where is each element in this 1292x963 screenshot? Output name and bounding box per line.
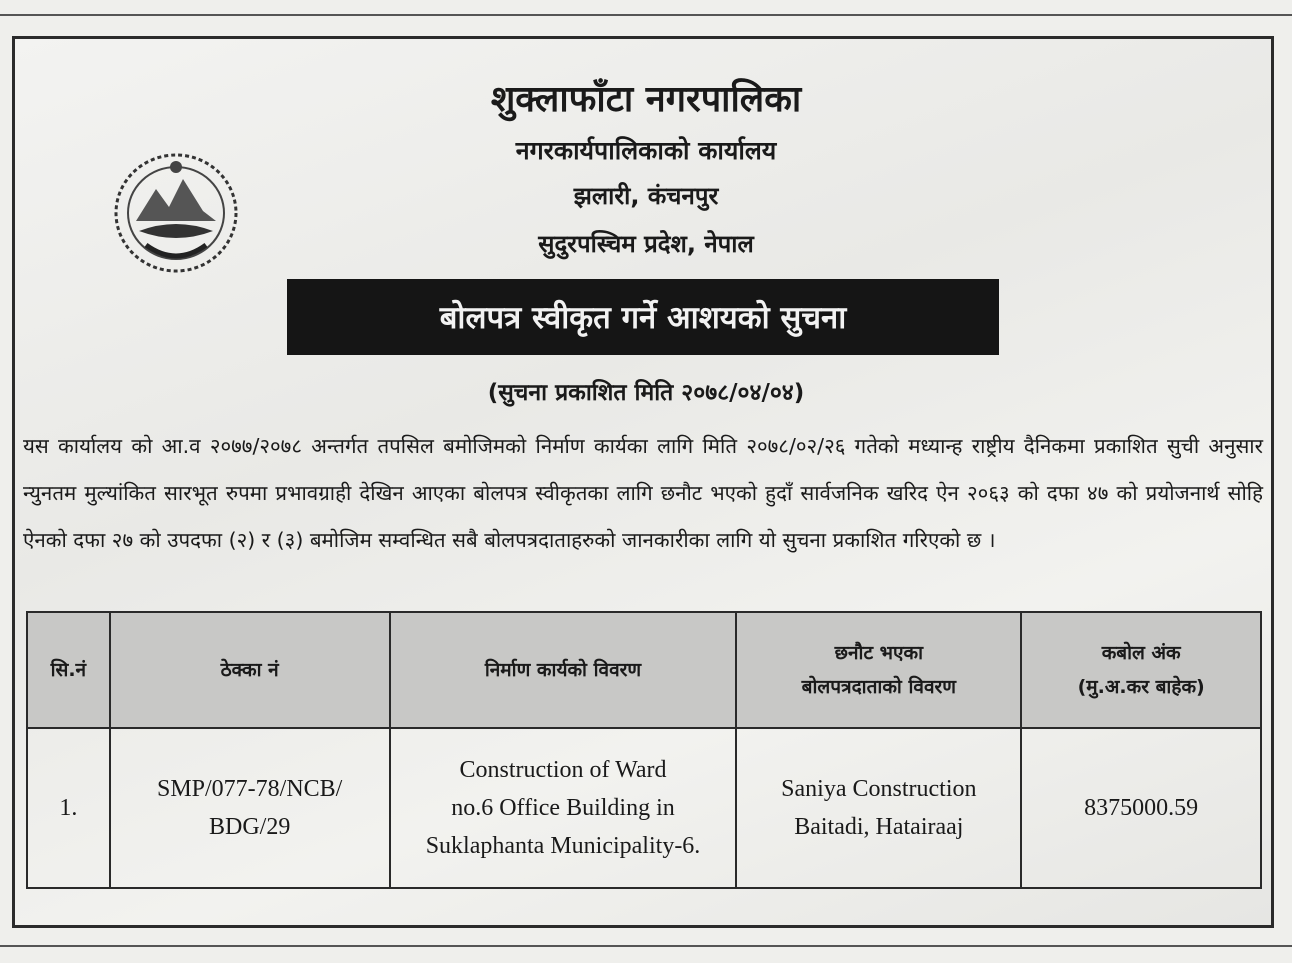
notice-title: बोलपत्र स्वीकृत गर्ने आशयको सुचना <box>287 279 999 355</box>
header-amount-line1: कबोल अंक <box>1101 642 1181 664</box>
contract-no-line1: SMP/077-78/NCB/ <box>156 776 343 802</box>
header-serial-no: सि.नं <box>27 612 110 728</box>
office-name: नगरकार्यपालिकाको कार्यालय <box>515 136 777 165</box>
header-amount-line2: (मु.अ.कर बाहेक) <box>1077 676 1205 698</box>
header-bidder-details <box>736 612 1021 728</box>
notice-frame <box>12 36 1274 928</box>
cell-work-description <box>390 728 737 888</box>
description-line3: Suklaphanta Municipality-6. <box>425 833 701 859</box>
bottom-rule <box>0 945 1292 947</box>
cell-bidder-details <box>736 728 1021 888</box>
province-country: सुदुरपस्चिम प्रदेश, नेपाल <box>538 230 754 258</box>
cell-contract-no <box>110 728 390 888</box>
bidder-line2: Baitadi, Hatairaaj <box>794 814 964 840</box>
cell-bid-amount: 8375000.59 <box>1021 728 1261 888</box>
header-bid-amount <box>1021 612 1261 728</box>
description-line1: Construction of Ward <box>459 757 667 783</box>
publication-date: (सुचना प्रकाशित मिति २०७८/०४/०४) <box>487 380 805 406</box>
tender-table <box>26 611 1262 889</box>
contract-no-line2: BDG/29 <box>209 814 291 840</box>
municipality-name: शुक्लाफाँटा नगरपालिका <box>490 79 802 120</box>
header-bidder-line2: बोलपत्रदाताको विवरण <box>801 676 957 698</box>
header-contract-no: ठेक्का नं <box>110 612 390 728</box>
office-location: झलारी, कंचनपुर <box>573 182 719 210</box>
notice-body: यस कार्यालय को आ.व २०७७/२०७८ अन्तर्गत तपसिल बमोजिमको निर्माण कार्यका लागि मिति २०७८/०२/२६ गतेको मध्यान्ह राष्ट्रीय दैनिकमा प्रकाशित सुची अनुसार न्युनतम मुल्यांकित सारभूत रुपमा प्रभावग्राही देखिन आएका बोलपत्र स्वीकृतका लागि छनौट भएको हुदाँ सार्वजनिक खरिद ऐन २०६३ को दफा ४७ को प्रयोजनार्थ सोहि ऐनको दफा २७ को उपदफा (२) र (३) बमोजिम सम्वन्धित सबै बोलपत्रदाताहरुको जानकारीका लागि यो सुचना प्रकाशित गरिएको छ । <box>23 434 1263 552</box>
header-work-description: निर्माण कार्यको विवरण <box>390 612 737 728</box>
bidder-line1: Saniya Construction <box>781 776 977 802</box>
description-line2: no.6 Office Building in <box>451 795 675 821</box>
header-bidder-line1: छनौट भएका <box>834 642 924 664</box>
table-header-row <box>27 612 1261 728</box>
table-row <box>27 728 1261 888</box>
cell-serial-no: 1. <box>27 728 110 888</box>
top-rule <box>0 14 1292 16</box>
